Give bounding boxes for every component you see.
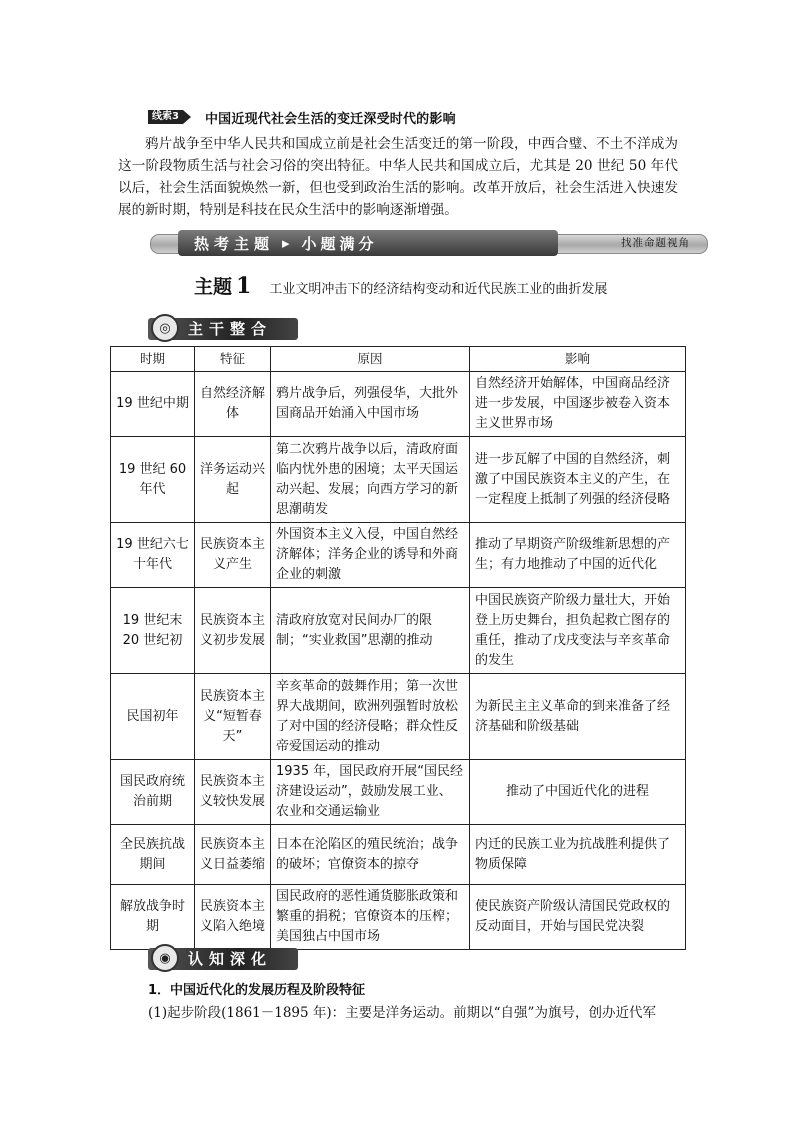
feature-cell: 民族资本主义初步发展 (195, 588, 271, 674)
table-row (111, 588, 686, 674)
reason-cell: 清政府放宽对民间办厂的限制；“实业救国”思潮的推动 (271, 588, 470, 674)
reason-cell: 鸦片战争后，列强侵华，大批外国商品开始涌入中国市场 (271, 372, 470, 437)
clue-title: 中国近现代社会生活的变迁深受时代的影响 (204, 111, 456, 127)
clue-header (148, 108, 456, 126)
feature-cell: 民族资本主义“短暂春天” (195, 674, 271, 760)
impact-cell: 使民族资产阶级认清国民党政权的反动面目，开始与国民党决裂 (470, 885, 686, 950)
feature-cell: 民族资本主义陷入绝境 (195, 885, 271, 950)
period-cell: 19 世纪末 20 世纪初 (111, 588, 195, 674)
clue-tag: 线索3 (148, 110, 183, 124)
period-cell: 19 世纪中期 (111, 372, 195, 437)
reason-cell: 1935 年，国民政府开展“国民经济建设运动”，鼓励发展工业、农业和交通运输业 (271, 760, 470, 825)
topic-heading (194, 272, 607, 299)
topic-number: 1 (236, 273, 252, 299)
hot-topic-banner (150, 230, 706, 256)
period-cell: 19 世纪 60 年代 (111, 437, 195, 523)
impact-cell: 中国民族资产阶级力量壮大，开始登上历史舞台，担负起救亡图存的重任，推动了戊戌变法与辛亥革命的发生 (470, 588, 686, 674)
table-row (111, 760, 686, 825)
table-row (111, 523, 686, 588)
impact-cell: 自然经济开始解体，中国商品经济进一步发展，中国逐步被卷入资本主义世界市场 (470, 372, 686, 437)
banner-subtitle: 小题满分 (301, 234, 378, 253)
impact-cell: 进一步瓦解了中国的自然经济，刺激了中国民族资本主义的产生，在一定程度上抵制了列强的经济侵略 (470, 437, 686, 523)
period-cell: 民国初年 (111, 674, 195, 760)
point-heading: 1．中国近代化的发展历程及阶段特征 (148, 983, 366, 998)
reason-cell: 第二次鸦片战争以后，清政府面临内忧外患的困境；太平天国运动兴起、发展；向西方学习的新思潮萌发 (271, 437, 470, 523)
section-title: 主干整合 (188, 320, 273, 338)
banner-right-label: 找准命题视角 (621, 237, 690, 249)
table-header: 时期 (111, 347, 195, 372)
table-header-row (111, 347, 686, 372)
feature-cell: 民族资本主义产生 (195, 523, 271, 588)
point-text: (1)起步阶段(1861－1895 年)：主要是洋务运动。前期以“自强”为旗号，创办近代军 (148, 1005, 656, 1021)
intro-paragraph: 鸦片战争至中华人民共和国成立前是社会生活变迁的第一阶段，中西合璧、不土不洋成为这一阶段物质生活与社会习俗的突出特征。中华人民共和国成立后，尤其是 20 世纪 50 年代以后，社会生活面貌焕然一新，但也受到政治生活的影响。改革开放后，社会生活进入快速发展的新时期，特别是科技在民众生活中的影响逐渐增强。 (118, 136, 678, 218)
section-tag-main (148, 314, 298, 342)
table-row (111, 372, 686, 437)
table-row (111, 825, 686, 885)
period-cell: 全民族抗战期间 (111, 825, 195, 885)
target-icon: ◎ (151, 314, 179, 342)
reason-cell: 外国资本主义入侵，中国自然经济解体；洋务企业的诱导和外商企业的刺激 (271, 523, 470, 588)
magnifier-icon: ◉ (151, 944, 179, 972)
period-cell: 国民政府统治前期 (111, 760, 195, 825)
feature-cell: 洋务运动兴起 (195, 437, 271, 523)
topic-label: 主题 (194, 276, 233, 298)
table-row (111, 674, 686, 760)
feature-cell: 民族资本主义较快发展 (195, 760, 271, 825)
table-row (111, 885, 686, 950)
reason-cell: 国民政府的恶性通货膨胀政策和繁重的捐税；官僚资本的压榨；美国独占中国市场 (271, 885, 470, 950)
topic-text: 工业文明冲击下的经济结构变动和近代民族工业的曲折发展 (269, 282, 608, 297)
summary-table (110, 346, 686, 950)
impact-cell: 推动了中国近代化的进程 (470, 760, 686, 825)
banner-title: 热考主题 (194, 234, 275, 253)
impact-cell: 为新民主主义革命的到来准备了经济基础和阶级基础 (470, 674, 686, 760)
period-cell: 19 世纪六七十年代 (111, 523, 195, 588)
table-header: 影响 (470, 347, 686, 372)
section-tag-deepen (148, 944, 298, 972)
banner-main (178, 230, 558, 256)
period-cell: 解放战争时期 (111, 885, 195, 950)
table-header: 原因 (271, 347, 470, 372)
section-title: 认知深化 (188, 950, 273, 968)
impact-cell: 推动了早期资产阶级维新思想的产生；有力地推动了中国的近代化 (470, 523, 686, 588)
table-row (111, 437, 686, 523)
reason-cell: 日本在沦陷区的殖民统治；战争的破坏；官僚资本的掠夺 (271, 825, 470, 885)
reason-cell: 辛亥革命的鼓舞作用；第一次世界大战期间，欧洲列强暂时放松了对中国的经济侵略；群众性反帝爱国运动的推动 (271, 674, 470, 760)
banner-arrow-icon: ▸ (282, 234, 294, 252)
table-header: 特征 (195, 347, 271, 372)
feature-cell: 民族资本主义日益萎缩 (195, 825, 271, 885)
impact-cell: 内迁的民族工业为抗战胜利提供了物质保障 (470, 825, 686, 885)
feature-cell: 自然经济解体 (195, 372, 271, 437)
